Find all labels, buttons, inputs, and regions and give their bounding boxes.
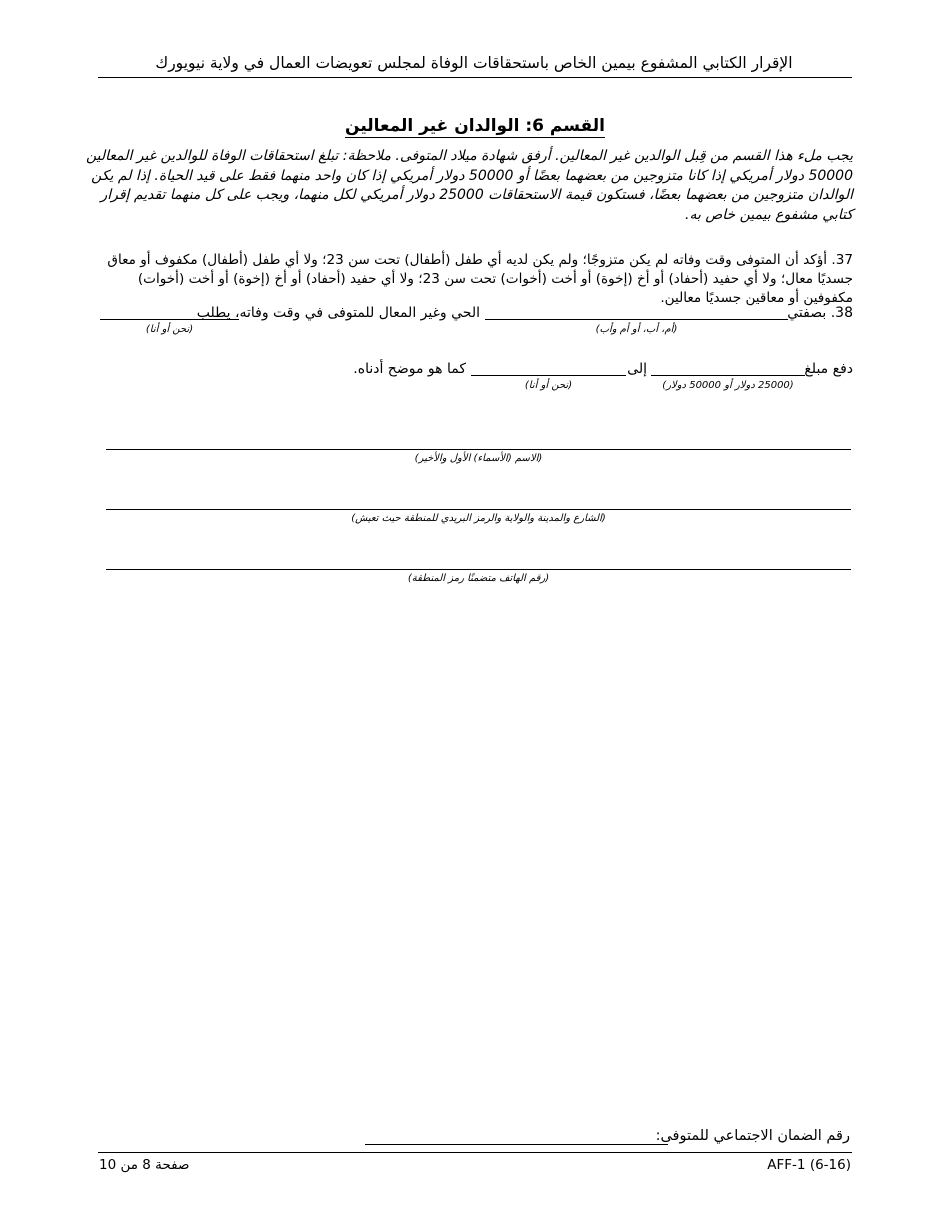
names-caption: (الاسم (الأسماء) الأول والأخير) [414, 453, 543, 464]
footer-divider [98, 1152, 852, 1153]
names-field[interactable] [106, 449, 851, 450]
parent-relationship-field[interactable] [485, 319, 788, 320]
we-or-i-caption-2: (نحن أو أنا) [524, 380, 573, 391]
item-38-prefix: 38. بصفتي [787, 305, 853, 321]
phone-caption: (رقم الهاتف متضمنًا رمز المنطقة) [407, 573, 550, 584]
deceased-ssn-field[interactable] [365, 1144, 668, 1145]
page-number: صفحة 8 من 10 [99, 1157, 190, 1173]
pay-amount-label: دفع مبلغ [804, 361, 853, 377]
address-field[interactable] [106, 509, 851, 510]
document-header-title: الإقرار الكتابي المشفوع بيمين الخاص باستحقاقات الوفاة لمجلس تعويضات العمال في ولاية نيويورك [155, 54, 793, 72]
benefit-amount-field[interactable] [651, 375, 805, 376]
address-caption: (الشارع والمدينة والولاية والرمز البريدي للمنطقة حيث تعيش) [351, 513, 606, 524]
benefit-amount-caption: (25000 دولار أو 50000 دولار) [662, 380, 794, 391]
section-instructions: يجب ملء هذا القسم من قِبل الوالدين غير المعالين. أرفق شهادة ميلاد المتوفى. ملاحظة: تبلغ استحقاقات الوفاة للوالدين غير المعالين 50000 دولار أمريكي إذا كانا متزوجين من بعضهما بعضًا أو 50000 دولار أمريكي إذا كان واحد منهما فقط على قيد الحياة. إذا لم يكن الوالدان متزوجين من بعضهما بعضًا، فستكون قيمة الاستحقاقات 25000 دولار أمريكي لكل منهما، ويجب على كل منهما تقديم إقرار كتابي مشفوع بيمين خاص به. [85, 148, 853, 223]
form-id: AFF-1 (6-16) [767, 1157, 851, 1173]
to-label: إلى [627, 361, 647, 377]
item-38-middle-text: الحي وغير المعال للمتوفى في وقت وفاته، يطلب [196, 305, 480, 321]
as-shown-below-text: كما هو موضح أدناه. [353, 361, 466, 377]
phone-field[interactable] [106, 569, 851, 570]
deceased-ssn-label: رقم الضمان الاجتماعي للمتوفى: [655, 1128, 850, 1144]
section-heading-text: القسم 6: الوالدان غير المعالين [345, 116, 605, 136]
header-divider [98, 77, 852, 78]
parent-relationship-caption: (أم، أب، أو أم وأب) [595, 324, 678, 335]
section-heading [98, 116, 852, 136]
we-or-i-caption-1: (نحن أو أنا) [145, 324, 194, 335]
item-37-statement: 37. أؤكد أن المتوفى وقت وفاته لم يكن متزوجًا؛ ولم يكن لديه أي طفل (أطفال) تحت سن 23؛ ولا أي طفل (أطفال) مكفوف أو معاق جسديًا معال؛ ولا أي حفيد (أحفاد) أو أخ (إخوة) أو أخت (أخوات) تحت سن 23؛ ولا أي حفيد (أحفاد) أو أخ (إخوة) أو أخت (أخوات) مكفوفين أو معاقين جسديًا معالين. [107, 252, 853, 306]
we-or-i-field-2[interactable] [471, 375, 626, 376]
we-or-i-field-1[interactable] [100, 319, 239, 320]
